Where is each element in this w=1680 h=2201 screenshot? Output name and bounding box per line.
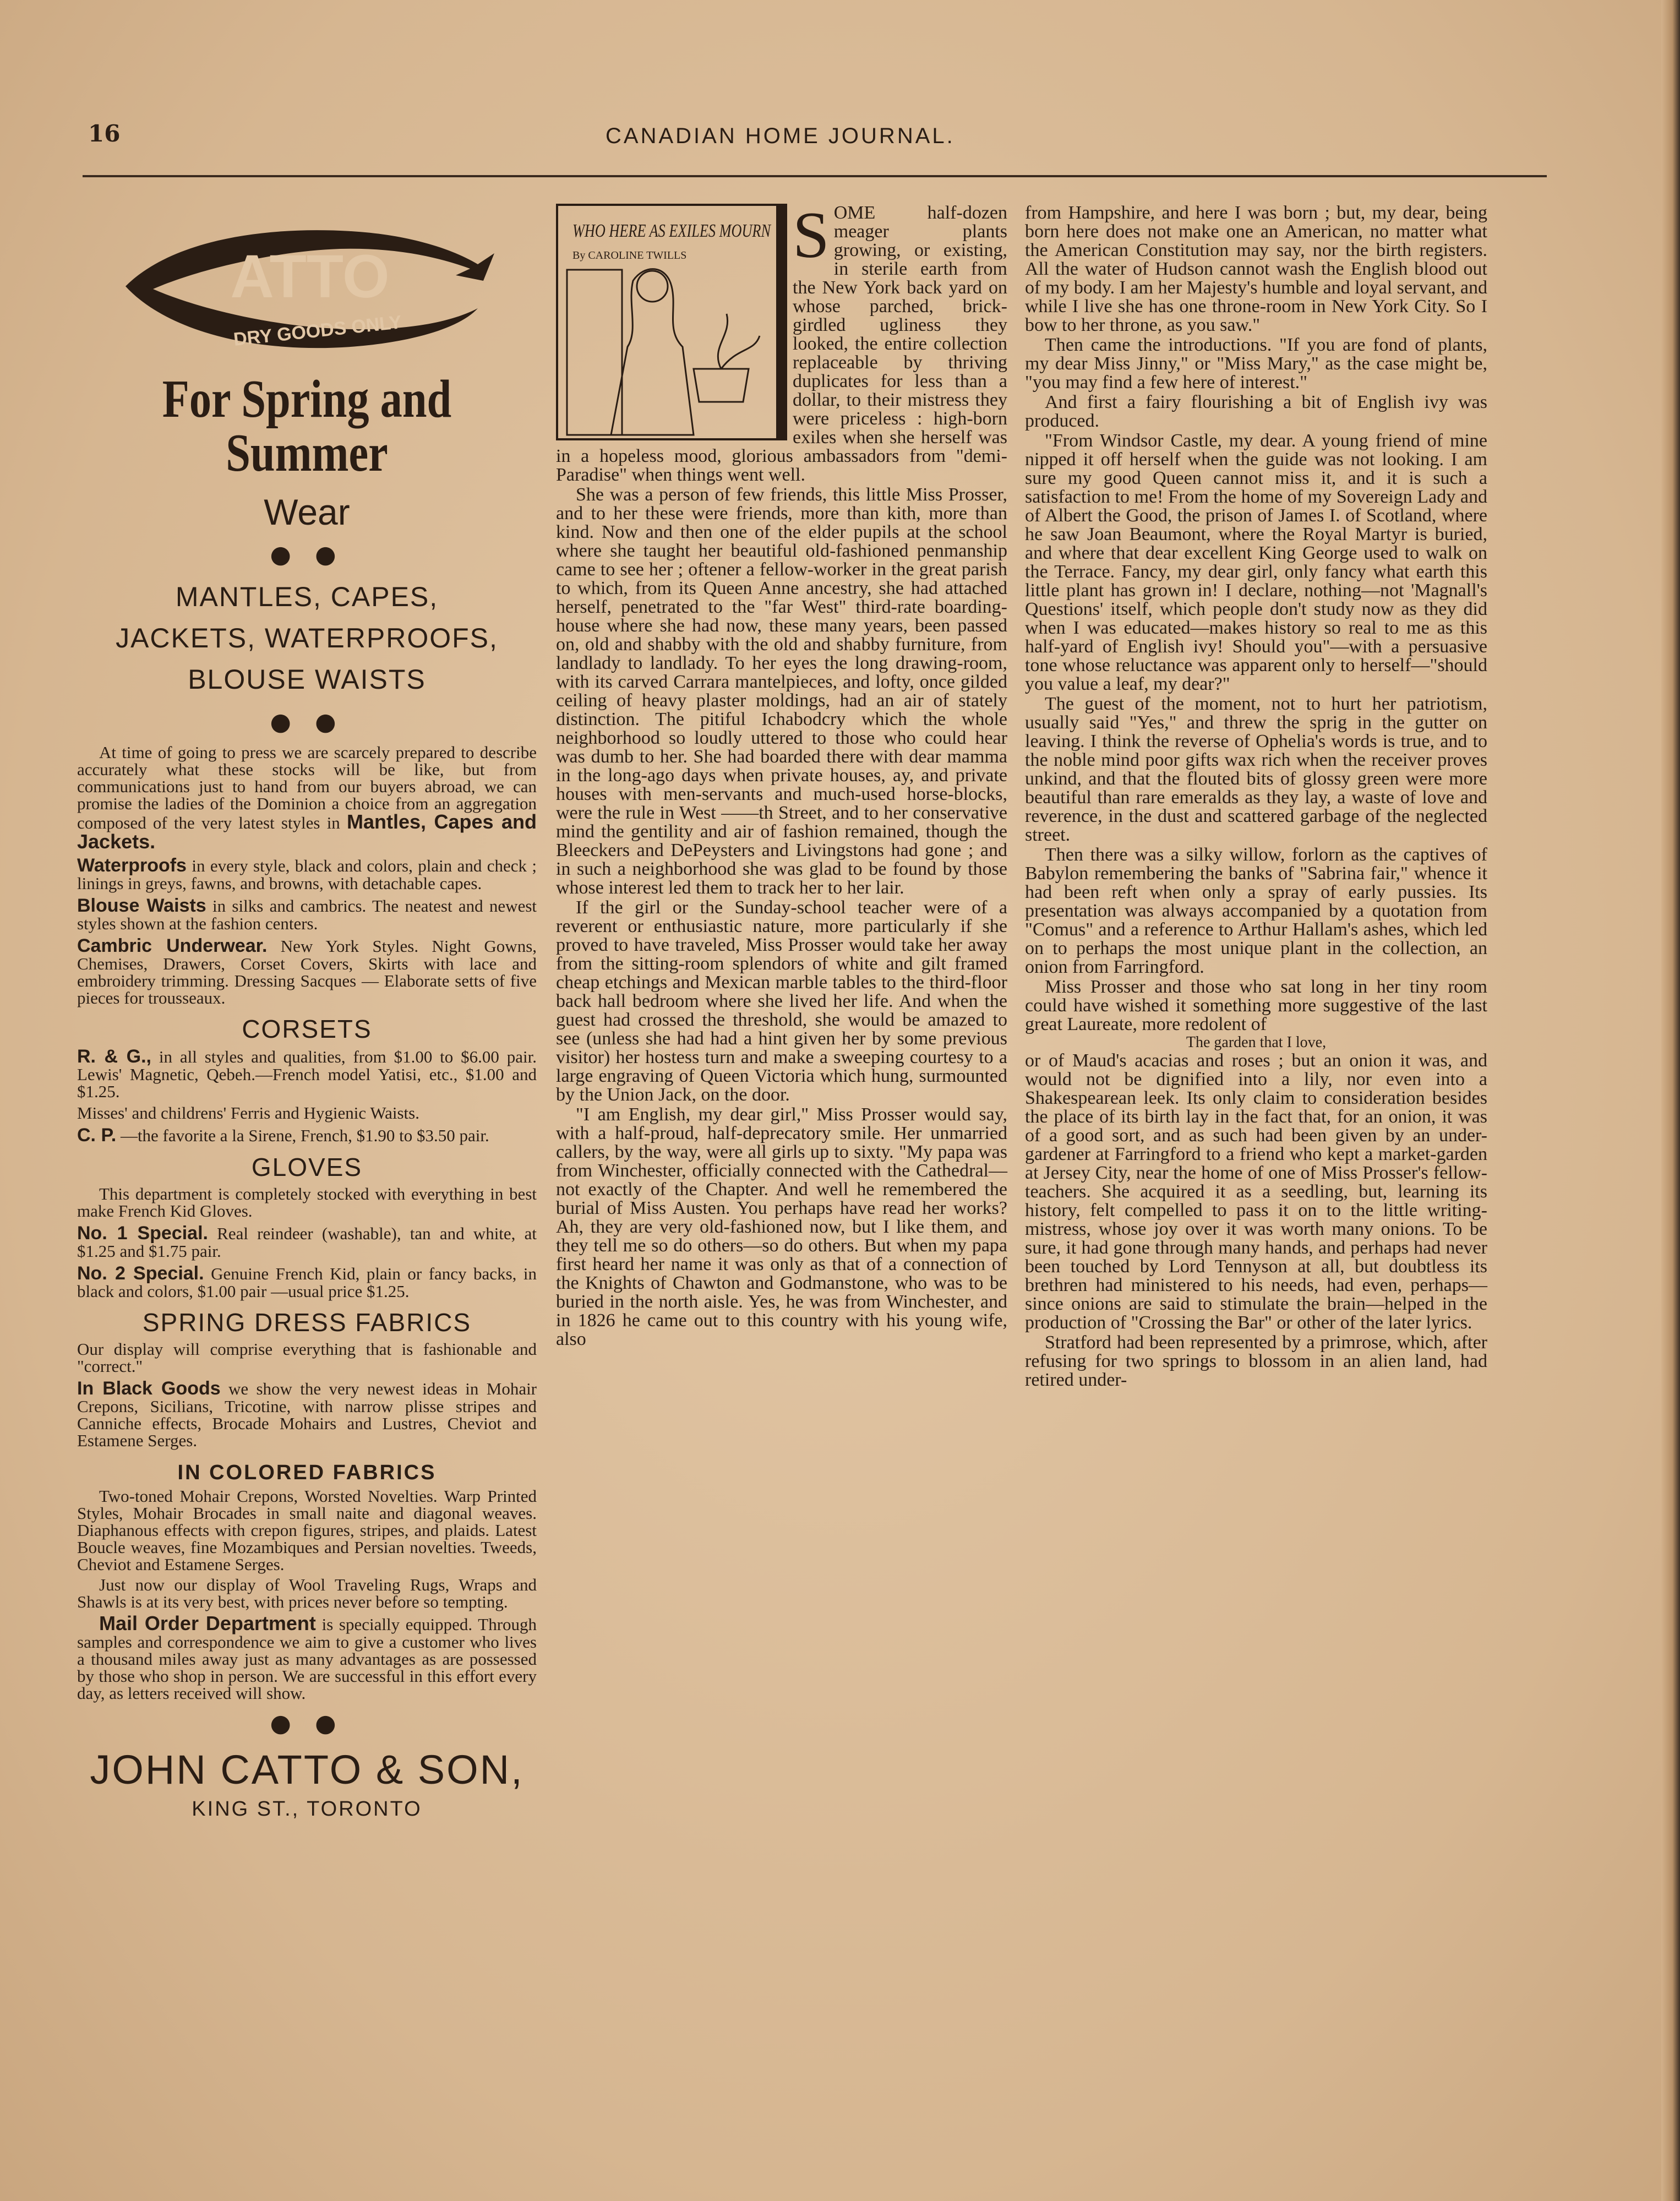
ad-sub-jackets: JACKETS, WATERPROOFS, [116, 623, 498, 653]
story-paragraph: She was a person of few friends, this little Miss Prosser, and to her these were friends, more than kith, more than kind. Now and then one of the elder pupils at the school where she taught her beautiful old-fashioned penmanship came to see her ; oftener a fellow-worker in the great parish to which, from its Queen Anne ancestry, she had attached herself, penetrated to the "far West" third-rate boarding-house where she had now, these many years, been passed on, old and shabby with the old and shabby furniture, from landlady to landlady. To her eyes the long drawing-room, with its carved Carrara mantelpieces, and lofty, once gilded ceiling of heavy plaster moldings, had an air of stately distinction. The pitiful Ichabodcry which the whole neighborhood so loudly uttered to those who could hear was dumb to her. She had boarded there with dear mamma in the long-ago days when private houses, ay, and private houses with men-servants and much-used horse-blocks, were the rule in West ——th Street, and to her conservative mind the gentility and air of fashion remained, though the Bleeckers and DePeysters and Livingstons had gone ; and in such a neighborhood she was glad to be found by those whose interest led them to track her to her lair. [556, 484, 1007, 898]
ornament-dots: ● ● [270, 1709, 344, 1737]
story-paragraph: The guest of the moment, not to hurt her patriotism, usually said "Yes," and threw the sprig in the gutter on leaving. I think the reverse of Ophelia's words is true, and to the noble mind poor gifts wax rich when the receiver proves unkind, and that the flouted bits of glossy green were more beautiful than rare emeralds as they lay, a waste of love and reverence, in the dust and scattered garbage of the neglected street. [1025, 694, 1487, 845]
item-label: C. P. [77, 1125, 117, 1146]
logo-text: ATTO [230, 243, 390, 310]
story-paragraph: "From Windsor Castle, my dear. A young friend of mine nipped it off herself when the guide was not looking. I am sure my good Queen cannot miss it, and it is such a satisfaction to me! From the home of my Sovereign Lady and of Albert the Good, the prison of James I. of Scotland, where he saw Joan Beaumont, where the Royal Martyr is buried, and where that dear excellent King George used to walk on the Terrace. Fancy, my dear girl, only fancy what earth this little plant has grown in! I declare, nothing—not 'Magnall's Questions' itself, which people don't study now as they did when I was educated—makes history so real to me as this half-yard of English ivy! Should you"—with a persuasive tone whose reluctance was apparent only to herself—"should you value a leaf, my dear?" [1025, 431, 1487, 694]
story-paragraph: Miss Prosser and those who sat long in her tiny room could have wished it something more suggestive of the last great Laureate, more redolent of [1025, 977, 1487, 1034]
logo-banner: DRY GOODS ONLY [232, 312, 402, 350]
story-paragraph: from Hampshire, and here I was born ; but, my dear, being born here does not make one an American, no matter what the American Constitution may say, nor the birth registers. All the water of Hudson cannot wash the English blood out of my body. I am her Majesty's humble and loyal servant, and while I live she has one throne-room in New York City. So I bow to her throne, as you saw." [1025, 203, 1487, 335]
corsets-heading: CORSETS [242, 1015, 372, 1043]
item-text: Misses' and childrens' Ferris and Hygienic Waists. [77, 1103, 419, 1123]
story-paragraph: If the girl or the Sunday-school teacher were of a reverent or enthusiastic nature, more particularly if she proved to have traveled, Miss Prosser would take her away from the sitting-room splendors of white and gilt framed cheap etchings and Mexican marble tables to the third-floor back hall bedroom where she lived her life. And when the guest had crossed the threshold, she would be amazed to see (unless she had had a hint given her by some previous visitor) her hostess turn and make a sweeping courtesy to a large engraving of Queen Victoria which hung, surmounted by the Union Jack, on the door. [556, 897, 1007, 1105]
story-paragraph: "I am English, my dear girl," Miss Prosser would say, with a half-proud, half-deprecatory smile. Her unmarried callers, by the way, were all girls up to sixty. "My papa was from Winchester, officially connected with the Cathedral—not exactly of the Chapter. And well he remembered the burial of Miss Austen. You perhaps have read her works? Ah, they are very old-fashioned now, but I like them, and they tell me so do others—so do others. But when my papa first heard her name it was only as that of a connection of the Knights of Chawton and Godmanstone, who was to be buried in the north aisle. Yes, he was from Winchester, and in 1826 he came out to this country with his young wife, also [556, 1104, 1007, 1349]
wool-text: Just now our display of Wool Traveling Rugs, Wraps and Shawls is at its very best, with prices never before so tempting. [77, 1575, 537, 1611]
item-text: Genuine French Kid, plain or fancy backs, in black and colors, $1.00 pair —usual price $1.25. [77, 1264, 537, 1301]
mail-order-label: Mail Order Department [99, 1612, 316, 1635]
illustration-drawing [556, 204, 787, 440]
colored-fabrics-heading: IN COLORED FABRICS [177, 1461, 437, 1484]
fabrics-intro: Our display will comprise everything that is fashionable and "correct." [77, 1339, 537, 1376]
gloves-heading: GLOVES [251, 1153, 363, 1181]
journal-title: CANADIAN HOME JOURNAL. [606, 124, 955, 148]
ornament-dots: ● ● [270, 708, 344, 736]
item-label: No. 2 Special. [77, 1263, 204, 1284]
ornament-dots: ● ● [270, 541, 344, 569]
illustration-title: WHO HERE AS EXILES MOURN [572, 221, 772, 241]
fabrics-heading: SPRING DRESS FABRICS [142, 1308, 472, 1337]
mail-order-text: is specially equipped. Through samples and correspondence we aim to give a customer who lives a thousand miles away just as many advantages as are possessed by those who shop in person. We are successful in this effort every day, as letters received will show. [77, 1615, 537, 1703]
item-label: No. 1 Special. [77, 1223, 208, 1244]
catto-advertisement [72, 204, 542, 1821]
item-text: —the favorite a la Sirene, French, $1.90 to $3.50 pair. [120, 1126, 489, 1145]
story-paragraph: Stratford had been represented by a primrose, which, after refusing for two springs to blossom in an alien land, had retired under- [1025, 1332, 1487, 1390]
item-text: we show the very newest ideas in Mohair Crepons, Sicilians, Tricotine, with narrow plisse stripes and Canniche effects, Brocade Mohairs and Lustres, Cheviot and Estamene Serges. [77, 1379, 537, 1450]
item-text: in every style, black and colors, plain and check ; linings in greys, fawns, and browns, with detachable capes. [77, 856, 537, 893]
drop-cap: S [793, 198, 830, 271]
ad-address: KING ST., TORONTO [192, 1797, 422, 1821]
story-paragraph: And first a fairy flourishing a bit of English ivy was produced. [1025, 392, 1487, 431]
story-paragraph: Then there was a silky willow, forlorn as the captives of Babylon remembering the banks of "Sabrina fair," whence it had been reft when only a spray of early pussies. Its presentation was always accompanied by a quotation from "Comus" and a reference to Arthur Hallam's ashes, which led on to perhaps the most unique plant in the collection, an onion from Farringford. [1025, 845, 1487, 977]
item-text: New York Styles. Night Gowns, Chemises, Drawers, Corset Covers, Skirts with lace and embroidery trimming. Dressing Sacques — Elaborate setts of five pieces for trousseaux. [77, 936, 537, 1007]
ad-sub-mantles: MANTLES, CAPES, [175, 581, 439, 612]
story-paragraph: OME half-dozen meager plants growing, or existing, in sterile earth from the New York back yard on whose parched, brick-girdled ugliness they looked, the entire collection replaceable by thriving duplicates for less than a dollar, to their mistress they were priceless : high-born exiles when she herself was in a hopeless mood, glorious ambassadors from "demi-Paradise" when things went well. [556, 203, 1007, 485]
gloves-intro: This department is completely stocked with everything in best make French Kid Gloves. [77, 1184, 537, 1221]
page-edge [1661, 0, 1680, 2201]
page-number: 16 [88, 120, 121, 147]
item-label: R. & G., [77, 1046, 152, 1067]
story-paragraph: Then came the introductions. "If you are fond of plants, my dear Miss Jinny," or "Miss Mary," as the case might be, "you may find a few here of interest." [1025, 335, 1487, 393]
item-label: Waterproofs [77, 855, 187, 876]
catto-logo [120, 215, 494, 352]
header-rule [83, 175, 1547, 177]
story-column-1 [556, 198, 1007, 1349]
ad-signature: JOHN CATTO & SON, [90, 1747, 524, 1793]
colored-fabrics-text: Two-toned Mohair Crepons, Worsted Novelties. Warp Printed Styles, Mohair Brocades in small naite and diagonal weaves. Diaphanous effects with crepon figures, stripes, and plaids. Latest Boucle weaves, fine Mozambiques and Persian novelties. Tweeds, Cheviot and Estamene Serges. [77, 1486, 537, 1574]
ad-headline-wear: Wear [264, 492, 350, 532]
ad-body [77, 744, 537, 1702]
ad-sub-blouse: BLOUSE WAISTS [188, 664, 426, 695]
item-label: Blouse Waists [77, 895, 206, 916]
ad-intro: At time of going to press we are scarcely prepared to describe accurately what these stocks will be like, but from communications just to hand from our buyers abroad, we can promise the ladies of the Dominion a choice from an aggregation composed of the very latest styles in [77, 743, 537, 832]
item-text: in all styles and qualities, from $1.00 to $6.00 pair. Lewis' Magnetic, Qebeh.—French model Yatisi, etc., $1.00 and $1.25. [77, 1047, 537, 1101]
ad-headline: For Spring and Summer [162, 369, 452, 483]
story-paragraph: or of Maud's acacias and roses ; but an onion it was, and would not be dignified into a lily, nor even into a Shakespearean leek. Its only claim to consideration besides the place of its birth lay in the fact that, for an onion, it was of a good sort, and as such had been given by an under-gardener at Farringford to a friend who kept a market-garden at Jersey City, near the home of one of Miss Prosser's fellow-teachers. She acquired it as a seedling, but, learning its history, felt compelled to pass it on to the little writing-mistress, whose joy over it was worth many onions. To be sure, it had gone through many hands, and perhaps had never been touched by Lord Tennyson at all, but doubtless its brethren had ministered to his needs, had even, perhaps—since onions are said to stimulate the brain—helped in the production of "Crossing the Bar" or other of the later lyrics. [1025, 1050, 1487, 1333]
story-illustration [556, 204, 787, 440]
item-label: In Black Goods [77, 1378, 221, 1399]
verse-quote: The garden that I love, [1186, 1034, 1327, 1051]
ad-intro-bold: Mantles, Capes and Jackets. [77, 810, 537, 853]
story-column-2 [1025, 204, 1487, 1390]
illustration-byline: By CAROLINE TWILLS [572, 249, 687, 261]
item-text: in silks and cambrics. The neatest and newest styles shown at the fashion centers. [77, 896, 537, 933]
item-label: Cambric Underwear. [77, 935, 268, 956]
item-text: Real reindeer (washable), tan and white, at $1.25 and $1.75 pair. [77, 1224, 537, 1261]
